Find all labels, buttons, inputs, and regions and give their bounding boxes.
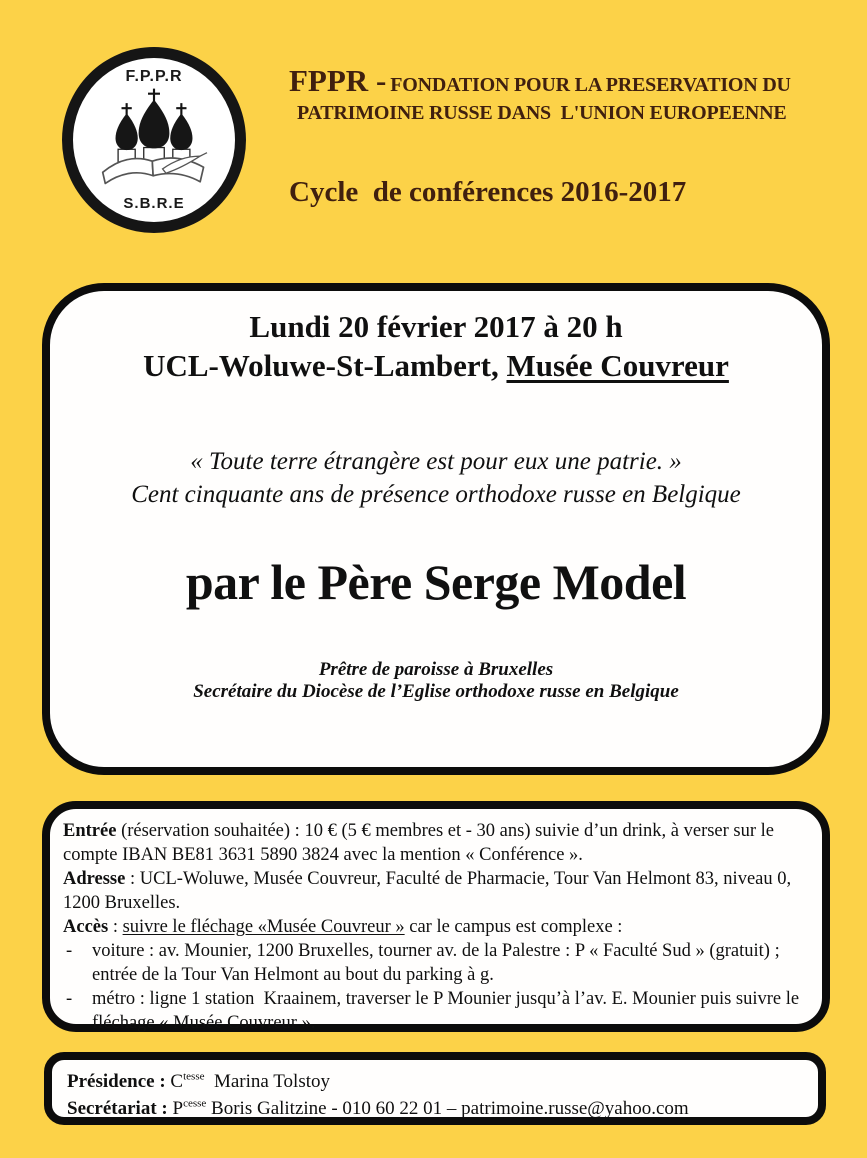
fppr-logo <box>62 47 246 233</box>
speaker-role-2: Secrétaire du Diocèse de l’Eglise orthodoxe russe en Belgique <box>193 681 679 702</box>
logo-top-label: F.P.P.R <box>125 68 183 85</box>
org-title-line1 <box>289 64 829 99</box>
event-card <box>42 283 830 775</box>
acces-underlined-text: suivre le fléchage «Musée Couvreur » <box>122 917 405 938</box>
orthodox-domes-book-icon <box>85 86 223 192</box>
conference-series-title: Cycle de conférences 2016-2017 <box>289 176 687 208</box>
practical-info-card <box>42 801 830 1032</box>
event-location-prefix: UCL-Woluwe-St-Lambert, <box>143 348 507 383</box>
entree-text: (réservation souhaitée) : 10 € (5 € membres et - 30 ans) suivie d’un drink, à verser sur le compte IBAN BE81 3631 5890 3824 avec la mention « Conférence ». <box>63 821 775 866</box>
acces-separator: : <box>108 917 123 938</box>
event-venue: Musée Couvreur <box>506 348 729 383</box>
acces-line <box>63 915 806 939</box>
presidence-title-base: C <box>170 1071 184 1092</box>
entree-label: Entrée <box>63 821 117 841</box>
speaker-name: par le Père Serge Model <box>185 554 687 610</box>
list-dash: - <box>66 941 73 962</box>
secretariat-contact: Boris Galitzine - 010 60 22 01 – patrimoine.russe@yahoo.com <box>206 1098 689 1119</box>
entree-line <box>63 819 806 867</box>
logo-bottom-label: S.B.R.E <box>123 195 185 212</box>
access-list-item-car <box>63 939 806 987</box>
org-abbreviation: FPPR - <box>289 63 387 98</box>
acces-label: Accès <box>63 917 109 938</box>
event-datetime: Lundi 20 février 2017 à 20 h <box>249 309 623 344</box>
secretariat-title-base: P <box>172 1098 184 1119</box>
acces-rest: car le campus est complexe : <box>404 917 623 938</box>
access-metro-text: métro : ligne 1 station Kraainem, traverser le P Mounier jusqu’à l’av. E. Mounier puis suivre le fléchage « Musée Couvreur ». <box>92 989 800 1034</box>
presidence-line <box>67 1068 818 1095</box>
contacts-card <box>44 1052 826 1125</box>
presidence-title-sup: tesse <box>183 1070 205 1083</box>
list-dash: - <box>66 989 73 1010</box>
org-title <box>289 64 829 124</box>
org-name-line1: FONDATION POUR LA PRESERVATION DU <box>390 74 791 96</box>
secretariat-line <box>67 1095 818 1122</box>
event-quote: « Toute terre étrangère est pour eux une patrie. » <box>190 448 682 475</box>
adresse-label: Adresse <box>63 869 126 890</box>
speaker-role-1: Prêtre de paroisse à Bruxelles <box>318 659 554 680</box>
event-location <box>50 348 822 384</box>
adresse-line <box>63 867 806 915</box>
adresse-text: : UCL-Woluwe, Musée Couvreur, Faculté de Pharmacie, Tour Van Helmont 83, niveau 0, 1200 Bruxelles. <box>63 869 792 914</box>
presidence-label: Présidence : <box>67 1071 166 1092</box>
access-list-item-metro <box>63 987 806 1035</box>
presidence-name: Marina Tolstoy <box>204 1071 330 1092</box>
event-subtitle: Cent cinquante ans de présence orthodoxe russe en Belgique <box>131 481 741 508</box>
access-car-text: voiture : av. Mounier, 1200 Bruxelles, tourner av. de la Palestre : P « Faculté Sud » (gratuit) ; entrée de la Tour Van Helmont au bout du parking à g. <box>92 941 780 986</box>
org-name-line2: PATRIMOINE RUSSE DANS L'UNION EUROPEENNE <box>297 101 787 124</box>
secretariat-label: Secrétariat : <box>67 1098 168 1119</box>
secretariat-title-sup: cesse <box>183 1097 207 1110</box>
